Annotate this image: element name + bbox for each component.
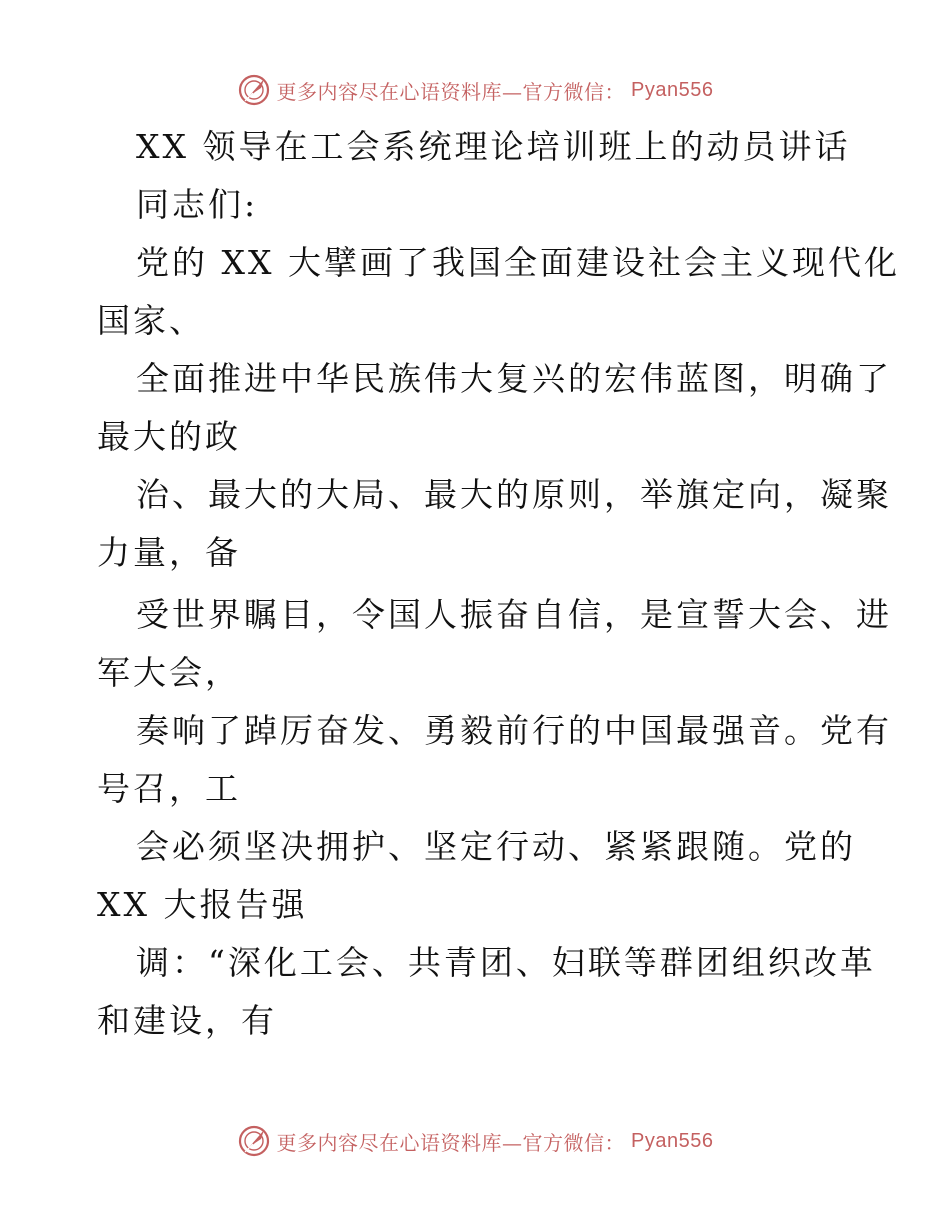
text-line: 最大的政 (97, 417, 241, 456)
quill-logo-icon (237, 1124, 271, 1158)
text-line: 调：“深化工会、共青团、妇联等群团组织改革 (136, 943, 876, 982)
watermark-text: 更多内容尽在心语资料库—官方微信： (276, 79, 626, 104)
watermark-wechat-id: Pyan556 (631, 78, 714, 101)
text-line: 会必须坚决拥护、坚定行动、紧紧跟随。党的 (136, 827, 856, 866)
text-line: 党的 XX 大擘画了我国全面建设社会主义现代化 (136, 243, 900, 282)
text-line: 治、最大的大局、最大的原则，举旗定向，凝聚 (136, 475, 892, 514)
document-title: XX 领导在工会系统理论培训班上的动员讲话 (136, 127, 851, 166)
watermark-wechat-id: Pyan556 (631, 1129, 714, 1152)
text-line: XX 大报告强 (97, 885, 308, 924)
text-line: 号召，工 (97, 769, 241, 808)
text-line: 全面推进中华民族伟大复兴的宏伟蓝图，明确了 (136, 359, 892, 398)
footer-watermark (0, 1121, 950, 1161)
text-line: 奏响了踔厉奋发、勇毅前行的中国最强音。党有 (136, 711, 892, 750)
watermark-text: 更多内容尽在心语资料库—官方微信： (276, 1130, 626, 1155)
text-line: 军大会， (97, 653, 241, 692)
text-line: 国家、 (97, 301, 205, 340)
text-line: 受世界瞩目，令国人振奋自信，是宣誓大会、进 (136, 595, 892, 634)
salutation: 同志们: (136, 185, 259, 224)
text-line: 力量，备 (97, 533, 241, 572)
text-line: 和建设，有 (97, 1001, 277, 1040)
